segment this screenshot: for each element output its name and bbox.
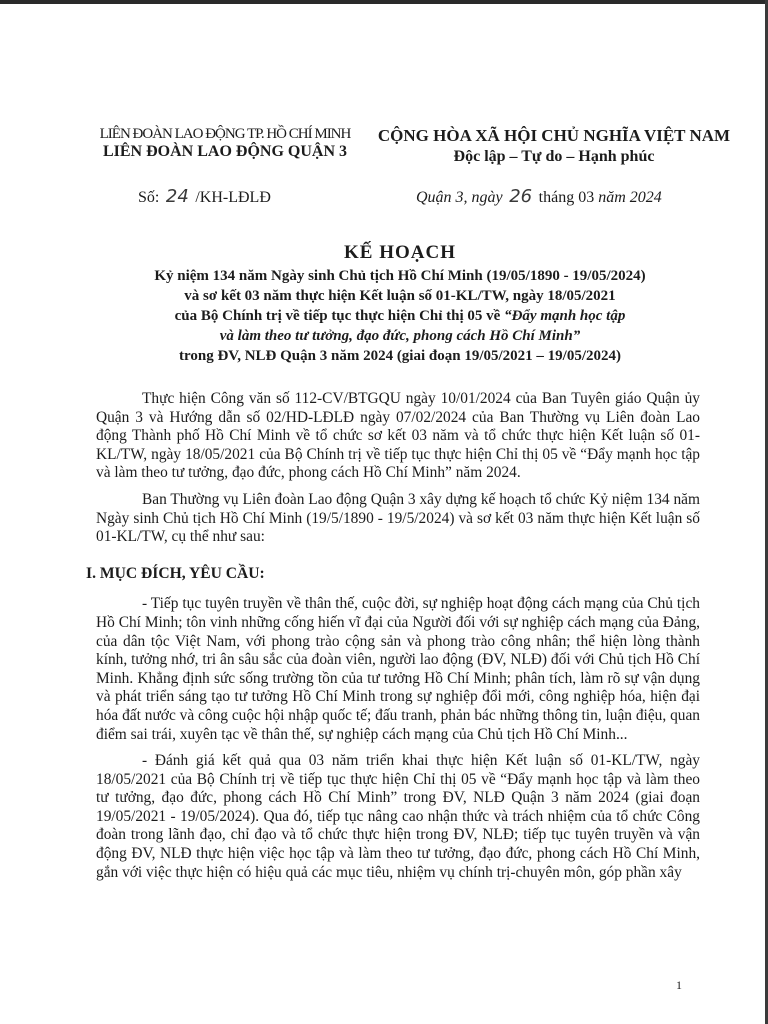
nation-name: CỘNG HÒA XÃ HỘI CHỦ NGHĨA VIỆT NAM xyxy=(377,126,731,145)
handwritten-number: 24 xyxy=(165,186,189,207)
place-and-date xyxy=(416,186,662,207)
title-line-5: trong ĐV, NLĐ Quận 3 năm 2024 (giai đoạn 19/05/2021 – 19/05/2024) xyxy=(179,348,621,364)
handwritten-day: 26 xyxy=(509,186,533,207)
number-suffix: /KH-LĐLĐ xyxy=(195,189,271,206)
issuing-organization xyxy=(80,126,370,161)
title-line-4: và làm theo tư tưởng, đạo đức, phong cách Hồ Chí Minh” xyxy=(219,328,581,344)
title-block xyxy=(40,242,760,366)
year-text: năm 2024 xyxy=(598,189,662,206)
document-header xyxy=(0,126,768,176)
title-line-2: và sơ kết 03 năm thực hiện Kết luận số 01-KL/TW, ngày 18/05/2021 xyxy=(184,288,616,304)
section-paragraph: - Tiếp tục tuyên truyền về thân thế, cuộc đời, sự nghiệp hoạt động cách mạng của Chủ tịch Hồ Chí Minh; tôn vinh những cống hiến vĩ đại của Người đối với sự nghiệp cách mạng của Đảng, của dân tộc Việt Nam, với phong trào cộng sản và phong trào công nhân; thể hiện lòng thành kính, tưởng nhớ, tri ân sâu sắc của đoàn viên, người lao động (ĐV, NLĐ) đối với Chủ tịch Hồ Chí Minh. Khẳng định sức sống trường tồn của tư tưởng Hồ Chí Minh; phân tích, làm rõ sự vận dụng và phát triển sáng tạo tư tưởng Hồ Chí Minh trong sự nghiệp đổi mới, công nghiệp hóa, hiện đại hóa đất nước và công cuộc hội nhập quốc tế; đấu tranh, phản bác những thông tin, luận điệu, quan điểm sai trái, xuyên tạc về thân thế, sự nghiệp cách mạng của Chủ tịch Hồ Chí Minh... xyxy=(96,595,700,743)
reference-row xyxy=(0,186,768,212)
parent-organization: LIÊN ĐOÀN LAO ĐỘNG TP. HỒ CHÍ MINH xyxy=(99,126,351,142)
scan-top-edge xyxy=(0,0,768,4)
number-label: Số: xyxy=(138,189,160,206)
page-number: 1 xyxy=(676,978,682,992)
intro-paragraph: Thực hiện Công văn số 112-CV/BTGQU ngày 10/01/2024 của Ban Tuyên giáo Quận ủy Quận 3 và Hướng dẫn số 02/HD-LĐLĐ ngày 07/02/2024 của Ban Thường vụ Liên đoàn Lao động Thành phố Hồ Chí Minh về tổ chức sơ kết 03 năm và tổ chức thực hiện Kết luận số 01-KL/TW, ngày 18/05/2021 của Bộ Chính trị về tiếp tục thực hiện Chỉ thị 05 về “Đẩy mạnh học tập và làm theo tư tưởng, đạo đức, phong cách Hồ Chí Minh” năm 2024. xyxy=(96,390,700,482)
document-number xyxy=(138,186,271,207)
title-line-3-prefix: của Bộ Chính trị về tiếp tục thực hiện Chỉ thị 05 về xyxy=(174,308,501,324)
title-line-3-quote: “Đẩy mạnh học tập xyxy=(504,308,626,324)
document-title: KẾ HOẠCH xyxy=(344,242,456,263)
place-date-prefix: Quận 3, ngày xyxy=(416,189,503,206)
section-heading: I. MỤC ĐÍCH, YÊU CẦU: xyxy=(86,564,265,582)
national-motto: Độc lập – Tự do – Hạnh phúc xyxy=(453,148,655,165)
month-text: tháng 03 xyxy=(538,189,595,206)
title-line-3 xyxy=(40,306,760,326)
intro-paragraph: Ban Thường vụ Liên đoàn Lao động Quận 3 xây dựng kế hoạch tổ chức Kỷ niệm 134 năm Ngày sinh Chủ tịch Hồ Chí Minh (19/5/1890 - 19/5/2024) và sơ kết 03 năm thực hiện Kết luận số 01-KL/TW, cụ thể như sau: xyxy=(96,490,700,546)
organization-name: LIÊN ĐOÀN LAO ĐỘNG QUẬN 3 xyxy=(102,143,347,160)
document-body xyxy=(86,390,700,890)
title-line-1: Kỷ niệm 134 năm Ngày sinh Chủ tịch Hồ Chí Minh (19/05/1890 - 19/05/2024) xyxy=(154,268,646,284)
section-paragraph: - Đánh giá kết quả qua 03 năm triển khai thực hiện Kết luận số 01-KL/TW, ngày 18/05/2021 của Bộ Chính trị về tiếp tục thực hiện Chỉ thị 05 về “Đẩy mạnh học tập và làm theo tư tưởng, đạo đức, phong cách Hồ Chí Minh” trong ĐV, NLĐ Quận 3 năm 2024 (giai đoạn 19/05/2021 - 19/05/2024). Qua đó, tiếp tục nâng cao nhận thức và trách nhiệm của tổ chức Công đoàn trong lãnh đạo, chỉ đạo và tổ chức thực hiện trong ĐV, NLĐ; tiếp tục tuyên truyền và vận động ĐV, NLĐ thực hiện việc học tập và làm theo tư tưởng, đạo đức, phong cách Hồ Chí Minh, gắn với việc thực hiện có hiệu quả các mục tiêu, nhiệm vụ chính trị-chuyên môn, góp phần xây xyxy=(96,752,700,881)
national-heading xyxy=(368,126,740,166)
